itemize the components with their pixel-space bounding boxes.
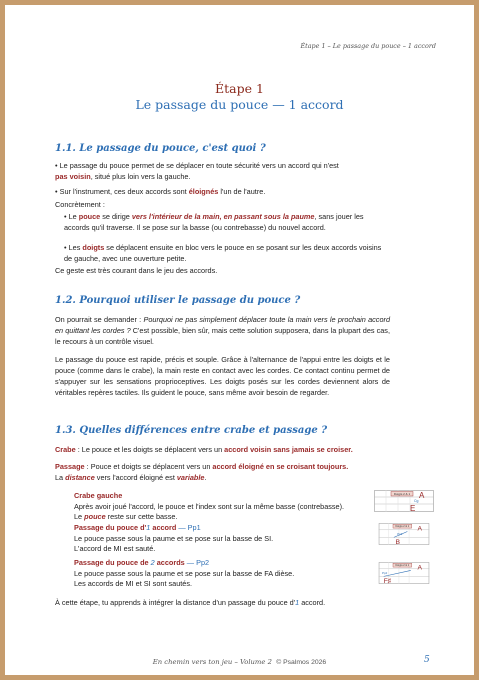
footer: [5, 658, 474, 666]
emphasis-eloignes: éloignés: [188, 187, 219, 196]
chord-diagram-crabe: [374, 490, 434, 512]
diagram-tag-3: Pp2: [382, 570, 388, 575]
diagram-header-2: Doigts 2 & 1: [395, 525, 410, 529]
page-number: 5: [424, 655, 430, 665]
definition-passage: Passage : Pouce et doigts se déplacent vers un accord éloigné en se croisant toujours. La distance vers l'accord éloigné est variable.: [55, 462, 349, 482]
diagram-letter-bottom-1: E: [410, 504, 416, 512]
diagram-header-3: Doigts 2 & 1: [395, 564, 410, 568]
example-pp2: Passage du pouce de 2 accords — Pp2 Le pouce passe sous la paume et se pose sur la basse de FA dièse. Les accords de MI et SI sont sautés.: [74, 558, 295, 588]
diagram-letter-top-2: A: [417, 525, 423, 533]
paragraph-question: On pourrait se demander : Pourquoi ne pas simplement déplacer toute la main vers le prochain accord en quittant les cordes ? C'est possible, bien sûr, mais cette solution supposera, dans la plupart des cas, le recours à un contrôle visuel.: [55, 315, 390, 346]
diagram-tag-1: Cg: [414, 499, 419, 503]
bullet-2: • Sur l'instrument, ces deux accords sont éloignés l'un de l'autre.: [55, 187, 266, 196]
paragraph-advantages: Le passage du pouce est rapide, précis et souple. Grâce à l'alternance de l'appui entre les doigts et le pouce (comme dans le crabe), la main reste en contact avec les cordes. Ce contact continu permet de s'appuyer sur les sensations proprioceptives. Les doigts posés sur les cordes deviennent alors de véritables repères tactiles. Ils guident le pouce, sans même avoir besoin de regarder.: [55, 355, 390, 397]
footer-copyright: © Psalmos 2026: [276, 659, 327, 666]
section-1-closing: Ce geste est très courant dans le jeu des accords.: [55, 266, 218, 275]
running-header: Étape 1 – Le passage du pouce – 1 accord: [300, 42, 436, 50]
diagram-header-1: Doigts 2 & 1: [393, 492, 411, 496]
example-pp1: Passage du pouce d'1 accord — Pp1 Le pouce passe sous la paume et se pose sur la basse de SI. L'accord de MI est sauté.: [74, 523, 274, 553]
example-title: Crabe gauche: [74, 491, 123, 500]
page-title: Le passage du pouce — 1 accord: [135, 97, 344, 112]
emphasis-pas-voisin: pas voisin: [55, 172, 91, 181]
section-title-1-2: 1.2. Pourquoi utiliser le passage du pouce ?: [55, 295, 301, 306]
diagram-letter-top-1: A: [419, 491, 425, 500]
section-3-closing: À cette étape, tu apprends à intégrer la distance d'un passage du pouce d'1 accord.: [55, 598, 326, 607]
section-title-1-1: 1.1. Le passage du pouce, c'est quoi ?: [55, 143, 266, 154]
bullet-1: • Le passage du pouce permet de se déplacer en toute sécurité vers un accord qui n'est pas voisin, situé plus loin vers la gauche.: [55, 161, 339, 181]
sub-bullet-doigts: • Les doigts se déplacent ensuite en bloc vers le pouce en se posant sur les deux accords voisins de gauche, avec une ouverture petite.: [64, 243, 382, 263]
step-heading: Étape 1: [215, 81, 264, 96]
chord-diagram-pp2: [374, 562, 434, 584]
diagram-tag-2: Pp1: [397, 531, 403, 536]
definition-crabe: Crabe : Le pouce et les doigts se déplacent vers un accord voisin sans jamais se croiser.: [55, 445, 353, 454]
diagram-letter-bottom-2: B: [395, 539, 401, 545]
diagram-letter-bottom-3: F♯: [383, 578, 392, 584]
section-title-1-3: 1.3. Quelles différences entre crabe et passage ?: [55, 425, 328, 436]
diagram-letter-top-3: A: [417, 564, 423, 572]
document-page: [5, 5, 474, 675]
footer-title: En chemin vers ton jeu – Volume 2: [152, 658, 272, 666]
concretement-label: Concrètement :: [55, 200, 105, 209]
example-crabe-gauche: Crabe gauche Après avoir joué l'accord, le pouce et l'index sont sur la même basse (contrebasse). Le pouce reste sur cette basse.: [74, 491, 345, 521]
chord-diagram-pp1: [374, 523, 434, 545]
sub-bullet-pouce: • Le pouce se dirige vers l'intérieur de la main, en passant sous la paume, sans jouer les accords qu'il traverse. Il se pose sur la basse (ou contrebasse) du nouvel accord.: [64, 212, 364, 232]
